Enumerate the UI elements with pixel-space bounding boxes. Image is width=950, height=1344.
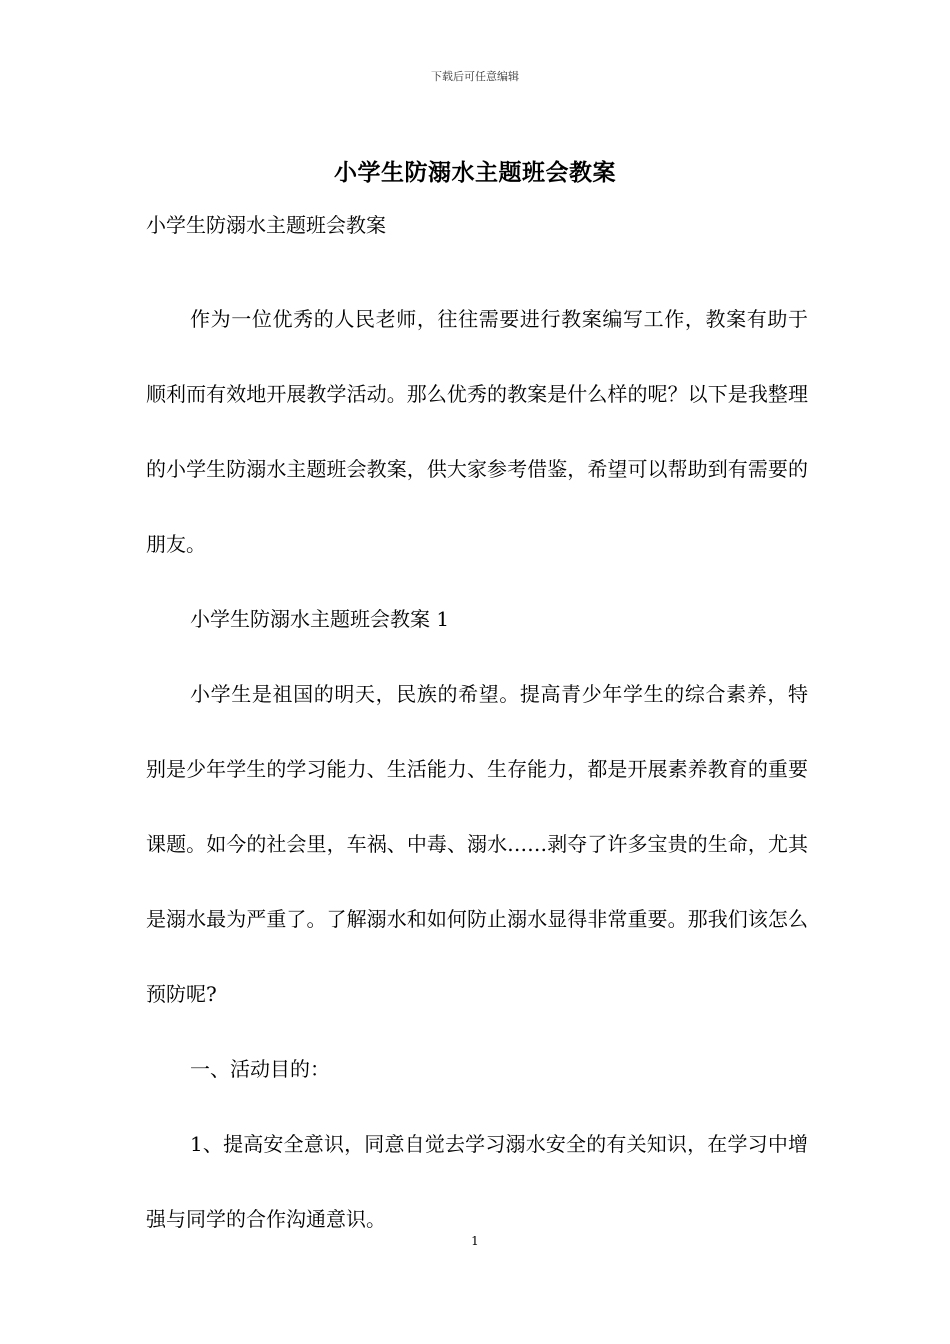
section-title: 小学生防溺水主题班会教案 1: [190, 607, 450, 631]
body-paragraph-1: 小学生是祖国的明天，民族的希望。提高青少年学生的综合素养，特别是少年学生的学习能力、生活能力、生存能力，都是开展素养教育的重要课题。如今的社会里，车祸、中毒、溺水……剥夺了许多宝贵的生命，尤其是溺水最为严重了。了解溺水和如何防止溺水显得非常重要。那我们该怎么预防呢?: [146, 682, 808, 1006]
document-title: 小学生防溺水主题班会教案: [334, 159, 616, 186]
document-body: [146, 206, 808, 1257]
header-note: 下载后可任意编辑: [431, 70, 519, 83]
document-subtitle: 小学生防溺水主题班会教案: [146, 213, 386, 237]
page-number: 1: [471, 1234, 479, 1248]
section-heading-goals: 一、活动目的：: [190, 1057, 330, 1081]
intro-paragraph: 作为一位优秀的人民老师，往往需要进行教案编写工作，教案有助于顺利而有效地开展教学活动。那么优秀的教案是什么样的呢？以下是我整理的小学生防溺水主题班会教案，供大家参考借鉴，希望可以帮助到有需要的朋友。: [146, 307, 808, 556]
list-item-1: 1、提高安全意识，同意自觉去学习溺水安全的有关知识，在学习中增强与同学的合作沟通意识。: [146, 1132, 808, 1231]
